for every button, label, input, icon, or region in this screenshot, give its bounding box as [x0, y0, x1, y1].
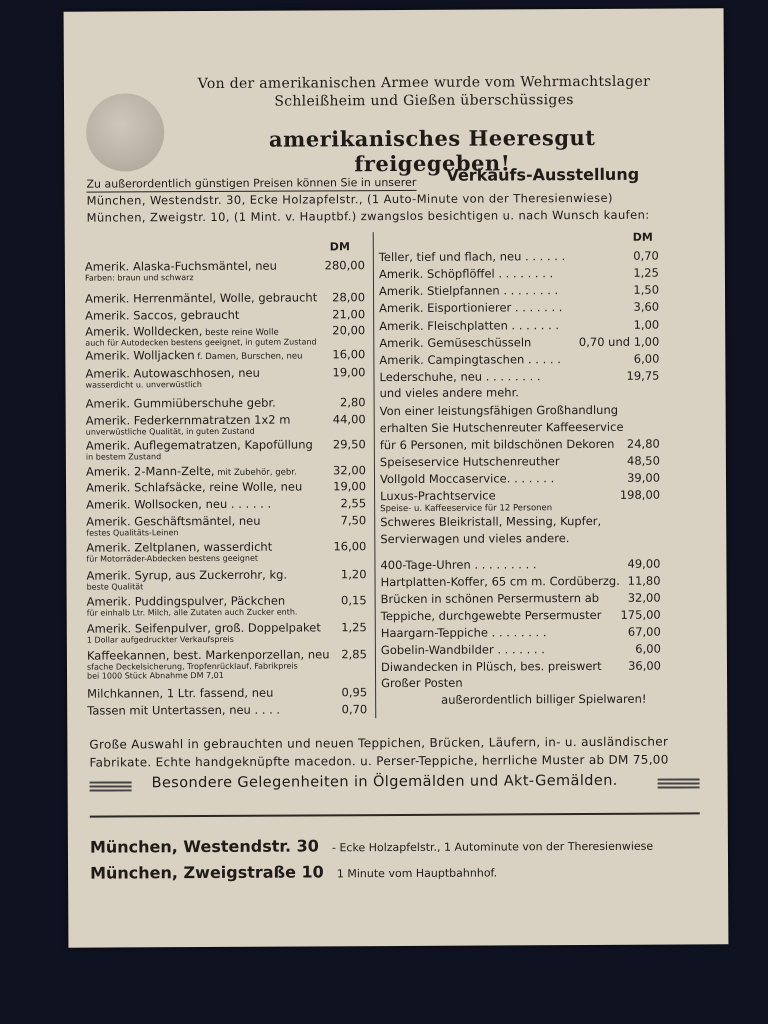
- item-name: Amerik. Fleischplatten . . . . . . .: [379, 318, 560, 334]
- item-price: 48,50: [626, 453, 660, 468]
- item-price: 36,00: [628, 658, 662, 673]
- item-name: Amerik. Federkernmatratzen 1x2 m: [85, 412, 291, 428]
- lead-big-text: Verkaufs-Ausstellung: [446, 164, 640, 185]
- item-price: 1,00: [633, 317, 660, 332]
- item-price: 44,00: [332, 412, 366, 427]
- item-label: [86, 514, 260, 529]
- price-row: [379, 470, 661, 487]
- price-row: [380, 573, 661, 590]
- service-sub-text: Speise- u. Kaffeeservice für 12 Personen: [380, 503, 553, 515]
- price-row: [86, 496, 367, 512]
- address-zweigstrasse-note: 1 Minute vom Hauptbahnhof.: [336, 866, 498, 881]
- item-label: [87, 686, 273, 701]
- item-name: Amerik. Gemüseschüsseln: [379, 335, 532, 351]
- item-label: [87, 703, 280, 718]
- item-price: 2,85: [341, 647, 367, 662]
- item-label: [87, 594, 286, 609]
- price-row: [85, 463, 366, 479]
- item-label: [85, 366, 260, 381]
- price-row: [380, 624, 661, 641]
- item-label: [85, 290, 317, 305]
- item-name: Amerik. 2-Mann-Zelte,: [85, 463, 215, 479]
- price-row: [379, 453, 660, 470]
- item-price: 0,15: [340, 593, 367, 608]
- item-label: [85, 308, 239, 323]
- price-row: [85, 437, 366, 462]
- item-price: 1,50: [633, 282, 660, 297]
- column-divider: [373, 232, 377, 718]
- intro-line-1: Von der amerikanischen Armee wurde vom Wehrmachtslager: [197, 73, 651, 93]
- address-zweigstrasse-main: München, Zweigstraße 10: [90, 862, 324, 883]
- item-name: Amerik. Wolljacken: [85, 348, 195, 363]
- price-row: [85, 323, 366, 348]
- item-price: 19,00: [333, 479, 367, 494]
- item-note: mit Zubehör, gebr.: [214, 467, 297, 478]
- item-label: [86, 479, 302, 494]
- intro-line-2: Schleißheim und Gießen überschüssiges: [274, 92, 574, 110]
- item-name: Amerik. Stielpfannen . . . . . . . .: [378, 283, 559, 299]
- item-sub-note: für einhalb Ltr. Milch, alle Zutaten auch Zucker enth.: [86, 607, 298, 618]
- grosshandlung-line-2: erhalten Sie Hutschenreuter Kaffeeservice: [379, 419, 624, 436]
- item-price: 11,80: [627, 573, 661, 588]
- item-price: 280,00: [324, 258, 365, 273]
- price-row: [379, 368, 660, 385]
- item-name: Kaffeekannen, best. Markenporzellan, neu: [86, 647, 330, 663]
- item-price: 16,00: [333, 539, 367, 554]
- price-row: [85, 307, 366, 323]
- item-name: Brücken in schönen Persermustern ab: [380, 590, 600, 607]
- item-name: Hartplatten-Koffer, 65 cm m. Cordüberzg.: [380, 573, 620, 590]
- item-name: Amerik. Geschäftsmäntel, neu: [86, 513, 261, 529]
- grosshandlung-line-1: Von einer leistungsfähigen Großhandlung: [379, 402, 619, 419]
- price-row: [86, 539, 367, 564]
- item-note: f. Damen, Burschen, neu: [194, 351, 303, 363]
- item-price: 24,80: [626, 436, 660, 451]
- item-price: 19,75: [626, 368, 660, 383]
- address-westendstr: [90, 835, 653, 860]
- dm-header-right: DM: [632, 230, 653, 244]
- item-name: Luxus-Prachtservice: [380, 488, 496, 504]
- lead-small-text: Zu außerordentlich günstigen Preisen können Sie in unserer: [86, 175, 417, 191]
- item-name: Amerik. Schlafsäcke, reine Wolle, neu: [86, 479, 303, 495]
- item-label: [86, 497, 271, 512]
- item-price: 1,25: [633, 265, 659, 280]
- item-price: 0,70: [341, 702, 368, 717]
- item-sub-note: festes Qualitäts-Leinen: [86, 528, 179, 538]
- item-price: 7,50: [340, 513, 367, 528]
- item-sub-note-2: bei 1000 Stück Abnahme DM 7,01: [87, 670, 224, 681]
- item-name: Teppiche, durchgewebte Persermuster: [380, 607, 602, 624]
- item-price: 2,55: [340, 496, 367, 511]
- item-name: Gobelin-Wandbilder . . . . . . .: [380, 642, 545, 658]
- price-row: [380, 641, 661, 658]
- item-price: 1,20: [340, 567, 367, 582]
- price-row: [380, 487, 661, 504]
- price-row: [85, 290, 366, 306]
- item-label: [86, 464, 297, 479]
- item-name: Amerik. Wollsocken, neu . . . . . .: [86, 496, 272, 512]
- item-label: [86, 413, 291, 428]
- item-label: [87, 620, 321, 635]
- price-row: [378, 265, 659, 282]
- price-row: [86, 567, 367, 592]
- price-row: [87, 702, 368, 718]
- price-row: [380, 556, 661, 573]
- item-name: Milchkannen, 1 Ltr. fassend, neu: [87, 685, 274, 701]
- price-row: [380, 590, 661, 607]
- item-price: 19,00: [332, 365, 366, 380]
- item-name: Speiseservice Hutschenreuther: [379, 454, 560, 470]
- item-name: Amerik. Zeltplanen, wasserdicht: [86, 539, 273, 555]
- price-row: [86, 513, 367, 538]
- item-price: 0,70: [633, 248, 659, 263]
- item-price: 32,00: [332, 463, 366, 478]
- item-name: Amerik. Autowaschhosen, neu: [85, 365, 260, 381]
- item-sub-note: sfache Deckelsicherung, Tropfenrücklauf, Fabrikpreis: [86, 661, 298, 672]
- lead-address-1: München, Westendstr. 30, Ecke Holzapfelstr., (1 Auto-Minute von der Theresienwiese): [86, 190, 613, 208]
- item-label: [86, 396, 276, 411]
- item-sub-note: 1 Dollar aufgedruckter Verkaufspreis: [86, 634, 234, 645]
- price-row: [379, 299, 660, 316]
- kristall-line-2: Servierwagen und vieles andere.: [380, 531, 570, 547]
- item-price: 16,00: [332, 347, 366, 362]
- item-price: 0,95: [341, 685, 368, 700]
- item-name: Amerik. Auflegematratzen, Kapofüllung: [85, 437, 313, 453]
- posten-line-1: Großer Posten: [381, 675, 463, 691]
- item-price: 28,00: [332, 290, 366, 305]
- more-text: und vieles andere mehr.: [379, 385, 519, 401]
- item-label: [86, 437, 313, 452]
- item-name: Amerik. Campingtaschen . . . . .: [379, 352, 561, 368]
- item-name: Vollgold Moccaservice. . . . . . .: [379, 471, 555, 487]
- address-westendstr-main: München, Westendstr. 30: [89, 836, 319, 857]
- item-note: beste reine Wolle: [202, 327, 279, 339]
- footer-line-2: Fabrikate. Echte handgeknüpfte macedon. u. Perser-Teppiche, herrliche Muster ab DM 75,00: [89, 752, 669, 770]
- item-name: 400-Tage-Uhren . . . . . . . . .: [380, 557, 537, 573]
- item-price: 198,00: [619, 487, 661, 502]
- item-label: [85, 259, 277, 274]
- price-row: [379, 334, 660, 351]
- item-price: 39,00: [627, 470, 661, 485]
- item-name: Amerik. Seifenpulver, groß. Doppelpaket: [86, 620, 321, 636]
- item-price: 6,00: [633, 351, 660, 366]
- price-row: [86, 620, 367, 645]
- item-name: Amerik. Alaska-Fuchsmäntel, neu: [84, 258, 277, 274]
- lead-address-2: München, Zweigstr. 10, (1 Mint. v. Hauptbf.) zwangslos besichtigen u. nach Wunsch kaufen:: [86, 207, 650, 225]
- headline: amerikanisches Heeresgut freigegeben!: [268, 124, 596, 177]
- item-price: 175,00: [620, 607, 661, 622]
- item-price: 20,00: [332, 323, 366, 338]
- item-label: [85, 347, 302, 362]
- posten-line-2: außerordentlich billiger Spielwaren!: [441, 691, 647, 707]
- price-row: [84, 258, 365, 283]
- price-row: [378, 282, 660, 299]
- dm-header-left: DM: [329, 240, 350, 254]
- footer-line-1: Große Auswahl in gebrauchten und neuen Teppichen, Brücken, Läufern, in- u. ausländischer: [89, 734, 669, 752]
- item-name: Amerik. Eisportionierer . . . . . . .: [379, 300, 563, 316]
- bottom-divider: [90, 812, 700, 817]
- item-price: 29,50: [332, 437, 366, 452]
- item-sub-note: für Motorräder-Abdecken bestens geeignet: [86, 553, 259, 564]
- item-label: [87, 647, 330, 662]
- item-name: Amerik. Puddingspulver, Päckchen: [86, 593, 286, 609]
- special-offer-text: Besondere Gelegenheiten in Ölgemälden und Akt-Gemälden.: [151, 772, 618, 792]
- item-name: Teller, tief und flach, neu . . . . . .: [378, 249, 566, 265]
- item-label: [86, 568, 287, 583]
- price-row: [378, 248, 659, 265]
- item-price: 49,00: [627, 556, 661, 571]
- item-price: 21,00: [332, 307, 366, 322]
- ornament-bar-right: [658, 778, 700, 788]
- price-row: [380, 658, 662, 675]
- item-price: 1,25: [341, 620, 367, 635]
- price-row: [86, 593, 367, 618]
- address-westendstr-note: - Ecke Holzapfelstr., 1 Autominute von der Theresienwiese: [331, 839, 654, 855]
- item-name: Amerik. Gummiüberschuhe gebr.: [85, 395, 276, 411]
- item-name: Amerik. Schöpflöffel . . . . . . . .: [378, 266, 554, 282]
- lead-row: [86, 164, 686, 191]
- item-sub-note: beste Qualität: [86, 582, 144, 592]
- item-label: [85, 324, 279, 339]
- special-offer-row: [90, 772, 710, 797]
- item-price: 3,60: [633, 299, 660, 314]
- item-price: 6,00: [635, 641, 661, 656]
- item-name: Haargarn-Teppiche . . . . . . . .: [380, 625, 547, 641]
- price-row: [87, 685, 368, 701]
- item-price: 32,00: [627, 590, 661, 605]
- price-row: [85, 365, 366, 390]
- kristall-line-1: Schweres Bleikristall, Messing, Kupfer,: [380, 513, 602, 530]
- item-sub-note: in bestem Zustand: [85, 452, 162, 462]
- price-row: [85, 395, 366, 411]
- price-row: [86, 647, 367, 681]
- item-name: Diwandecken in Plüsch, bes. preiswert: [380, 658, 602, 675]
- item-price: 0,70 und 1,00: [578, 334, 660, 350]
- price-row: [86, 479, 367, 495]
- price-row: [379, 351, 660, 368]
- round-stamp-mark: [86, 93, 164, 171]
- item-price: 67,00: [627, 624, 661, 639]
- item-name: Amerik. Saccos, gebraucht: [85, 307, 240, 323]
- item-price: 2,80: [339, 395, 366, 410]
- item-sub-note: wasserdicht u. unverwüstlich: [85, 380, 202, 390]
- price-row: [379, 436, 660, 453]
- item-sub-note: Farben: braun und schwarz: [84, 273, 194, 283]
- flyer-sheet: [64, 8, 729, 947]
- item-name: Amerik. Syrup, aus Zuckerrohr, kg.: [86, 567, 288, 583]
- price-row: [380, 607, 661, 624]
- item-name: Amerik. Herrenmäntel, Wolle, gebraucht: [85, 290, 318, 306]
- price-row: [379, 317, 660, 334]
- price-row: [85, 412, 366, 437]
- item-name: für 6 Personen, mit bildschönen Dekoren: [379, 436, 615, 453]
- item-name: Tassen mit Untertassen, neu . . . .: [87, 702, 281, 718]
- ornament-bar-left: [90, 781, 132, 791]
- item-sub-note: unverwüstliche Qualität, in guten Zustand: [85, 426, 255, 437]
- address-zweigstrasse: [90, 861, 497, 885]
- item-name: Amerik. Wolldecken,: [85, 324, 203, 339]
- intro-text: [184, 73, 664, 112]
- item-sub-note: auch für Autodecken bestens geeignet, in gutem Zustand: [85, 337, 317, 348]
- item-name: Lederschuhe, neu . . . . . . . .: [379, 369, 541, 385]
- item-label: [86, 540, 272, 555]
